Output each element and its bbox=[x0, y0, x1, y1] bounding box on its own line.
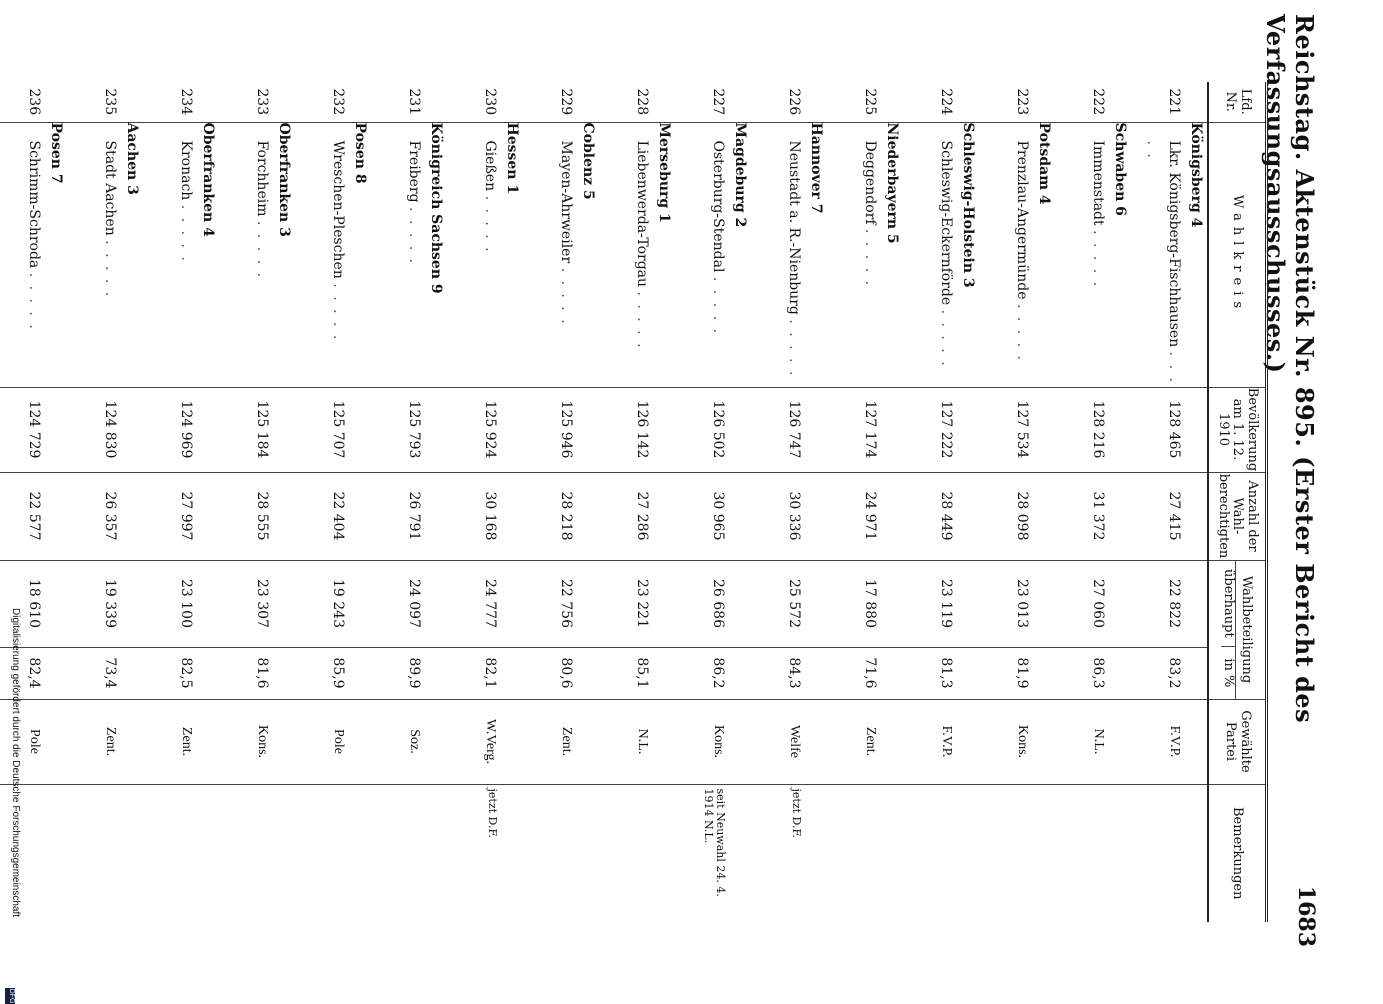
prozent-cell: 81,6 bbox=[219, 647, 295, 699]
col-header-prozent: in % bbox=[1221, 658, 1237, 688]
partei-cell: Kons. bbox=[675, 699, 751, 784]
wahlkreis-cell bbox=[447, 122, 523, 387]
wahlkreis-title: Schwaben 6 bbox=[1112, 122, 1128, 216]
bemerkung-cell bbox=[67, 784, 143, 922]
leader-dots: . . . . . bbox=[558, 267, 574, 326]
wahlkreis-title: Potsdam 4 bbox=[1036, 122, 1052, 205]
row-number: 231 bbox=[406, 88, 422, 116]
bevoelkerung-cell: 125 924 bbox=[447, 387, 523, 472]
leader-dots: . . . . . bbox=[406, 207, 422, 266]
bemerkung-cell bbox=[599, 784, 675, 922]
bemerkung-cell bbox=[371, 784, 447, 922]
bevoelkerung-cell: 125 707 bbox=[295, 387, 371, 472]
row-number: 232 bbox=[330, 88, 346, 116]
wahlkreis-sub-text: Liebenwerda-Torgau bbox=[634, 140, 650, 288]
wahlkreis-cell bbox=[675, 122, 751, 387]
bemerkung-cell bbox=[979, 784, 1055, 922]
col-header-wahlbeteiligung bbox=[1208, 560, 1267, 699]
wahlkreis-sub-text: Freiberg bbox=[406, 140, 422, 203]
wahlkreis-sub-text: Prenzlau-Angermünde bbox=[1014, 140, 1030, 300]
table-row bbox=[1131, 82, 1208, 922]
table-row bbox=[903, 82, 979, 922]
leader-dots: . . . . . bbox=[482, 195, 498, 254]
bemerkung-cell bbox=[219, 784, 295, 922]
bemerkung-cell bbox=[143, 784, 219, 922]
table-row bbox=[295, 82, 371, 922]
bemerkung-cell: jetzt D.F. bbox=[751, 784, 827, 922]
wahlkreis-title: Schleswig-Holstein 3 bbox=[960, 122, 976, 288]
bevoelkerung-cell: 124 969 bbox=[143, 387, 219, 472]
anzahl-cell: 28 218 bbox=[523, 472, 599, 560]
wahlkreis-sub-text: Osterburg-Stendal bbox=[710, 140, 726, 273]
leader-dots: . . . . . bbox=[786, 319, 802, 378]
table-row bbox=[827, 82, 903, 922]
wahlkreis-title: Coblenz 5 bbox=[580, 122, 596, 200]
bevoelkerung-cell: 125 946 bbox=[523, 387, 599, 472]
table-row bbox=[675, 82, 751, 922]
bevoelkerung-cell: 127 174 bbox=[827, 387, 903, 472]
partei-cell: F.V.P. bbox=[1131, 699, 1208, 784]
leader-dots: . . . . . bbox=[938, 309, 954, 368]
wahlkreis-sub-text: Wreschen-Pleschen bbox=[330, 140, 346, 279]
row-number: 233 bbox=[254, 88, 270, 116]
partei-cell: N.L. bbox=[599, 699, 675, 784]
prozent-cell: 85,9 bbox=[295, 647, 371, 699]
anzahl-cell: 22 577 bbox=[0, 472, 67, 560]
leader-dots: . . . . . bbox=[26, 272, 42, 331]
wahlkreis-title: Posen 7 bbox=[48, 122, 64, 184]
row-number: 227 bbox=[710, 88, 726, 116]
wahlkreis-sub-text: Schleswig-Eckernförde bbox=[938, 140, 954, 306]
wahlkreis-cell bbox=[1055, 122, 1131, 387]
wahlbeteiligung-cell: 19 243 bbox=[295, 560, 371, 647]
wahlkreis-cell bbox=[827, 122, 903, 387]
table-row bbox=[143, 82, 219, 922]
prozent-cell: 80,6 bbox=[523, 647, 599, 699]
anzahl-cell: 28 555 bbox=[219, 472, 295, 560]
wahlkreis-subtitle bbox=[1141, 123, 1185, 387]
wahlkreis-title: Hessen 1 bbox=[504, 122, 520, 195]
bemerkung-cell bbox=[903, 784, 979, 922]
prozent-cell: 82,1 bbox=[447, 647, 523, 699]
row-number: 235 bbox=[102, 88, 118, 116]
table-row bbox=[67, 82, 143, 922]
leader-dots: . . . . . bbox=[330, 283, 346, 342]
wahlkreis-subtitle bbox=[23, 123, 45, 387]
wahlkreis-sub-text: Mayen-Ahrweiler bbox=[558, 140, 574, 264]
row-number: 229 bbox=[558, 88, 574, 116]
anzahl-cell: 27 997 bbox=[143, 472, 219, 560]
table-row bbox=[599, 82, 675, 922]
wahlkreis-title: Oberfranken 4 bbox=[200, 122, 216, 237]
wahlbeteiligung-cell: 24 777 bbox=[447, 560, 523, 647]
col-header-bevoelkerung: Bevölkerung am 1. 12. 1910 bbox=[1208, 387, 1267, 472]
wahlkreis-cell bbox=[143, 122, 219, 387]
bemerkung-cell: jetzt D.F. bbox=[447, 784, 523, 922]
leader-dots: . . . . . bbox=[254, 220, 270, 279]
wahlkreis-cell bbox=[523, 122, 599, 387]
anzahl-cell: 26 791 bbox=[371, 472, 447, 560]
leader-dots: . . . . . bbox=[1090, 230, 1106, 289]
wahlkreis-cell bbox=[219, 122, 295, 387]
bevoelkerung-cell: 125 793 bbox=[371, 387, 447, 472]
bemerkung-cell bbox=[827, 784, 903, 922]
wahlkreis-sub-text: Immenstadt bbox=[1090, 140, 1106, 226]
col-header-ueberhaupt: überhaupt bbox=[1221, 561, 1236, 648]
anzahl-cell: 30 965 bbox=[675, 472, 751, 560]
wahlbeteiligung-cell: 23 119 bbox=[903, 560, 979, 647]
dfg-logo: DFG bbox=[5, 988, 15, 1004]
wahlkreis-sub-text: Deggendorf bbox=[862, 140, 878, 225]
wahlkreis-cell bbox=[67, 122, 143, 387]
prozent-cell: 73,4 bbox=[67, 647, 143, 699]
prozent-cell: 85,1 bbox=[599, 647, 675, 699]
partei-cell: F.V.P. bbox=[903, 699, 979, 784]
row-number: 236 bbox=[26, 88, 42, 116]
leader-dots: . . . . . bbox=[710, 276, 726, 335]
prozent-cell: 86,2 bbox=[675, 647, 751, 699]
wahlbeteiligung-cell: 17 880 bbox=[827, 560, 903, 647]
col-header-partei: Gewählte Partei bbox=[1208, 699, 1267, 784]
wahlbeteiligung-cell: 19 339 bbox=[67, 560, 143, 647]
wahlkreis-title: Niederbayern 5 bbox=[884, 122, 900, 244]
wahlbeteiligung-cell: 24 097 bbox=[371, 560, 447, 647]
wahlbeteiligung-cell: 27 060 bbox=[1055, 560, 1131, 647]
prozent-cell: 84,3 bbox=[751, 647, 827, 699]
bemerkung-cell bbox=[1055, 784, 1131, 922]
table-header-row bbox=[1208, 82, 1267, 922]
wahlkreis-title: Königreich Sachsen 9 bbox=[428, 122, 444, 294]
wahlkreis-subtitle bbox=[403, 123, 425, 387]
anzahl-cell: 28 449 bbox=[903, 472, 979, 560]
wahlkreis-subtitle bbox=[555, 123, 577, 387]
wahlkreis-subtitle bbox=[175, 123, 197, 387]
leader-dots: . . . . . bbox=[1014, 303, 1030, 362]
partei-cell: Welfe bbox=[751, 699, 827, 784]
table-row bbox=[219, 82, 295, 922]
bevoelkerung-cell: 126 747 bbox=[751, 387, 827, 472]
wahlkreis-sub-text: Lkr. Königsberg-Fischhausen bbox=[1166, 140, 1182, 348]
bevoelkerung-cell: 127 534 bbox=[979, 387, 1055, 472]
leader-dots: . . . . . bbox=[634, 291, 650, 350]
bevoelkerung-cell: 128 465 bbox=[1131, 387, 1208, 472]
wahlkreis-sub-text: Schrimm-Schroda bbox=[26, 140, 42, 269]
table-row bbox=[1055, 82, 1131, 922]
partei-cell: Soz. bbox=[371, 699, 447, 784]
digitization-note: Digitalisierung gefördert durch die Deutsche Forschungsgemeinschaft bbox=[10, 608, 21, 918]
wahlkreis-title: Oberfranken 3 bbox=[276, 122, 292, 237]
wahlkreis-cell bbox=[903, 122, 979, 387]
row-number: 230 bbox=[482, 88, 498, 116]
bevoelkerung-cell: 124 830 bbox=[67, 387, 143, 472]
wahlkreis-title: Magdeburg 2 bbox=[732, 122, 748, 228]
row-number: 224 bbox=[938, 88, 954, 116]
wahlbeteiligung-cell: 23 100 bbox=[143, 560, 219, 647]
prozent-cell: 82,4 bbox=[0, 647, 67, 699]
wahlkreis-title: Posen 8 bbox=[352, 122, 368, 184]
anzahl-cell: 30 168 bbox=[447, 472, 523, 560]
prozent-cell: 89,9 bbox=[371, 647, 447, 699]
page-number: 1683 bbox=[1293, 885, 1319, 947]
row-number: 234 bbox=[178, 88, 194, 116]
prozent-cell: 86,3 bbox=[1055, 647, 1131, 699]
anzahl-cell: 30 336 bbox=[751, 472, 827, 560]
anzahl-cell: 31 372 bbox=[1055, 472, 1131, 560]
col-header-bemerkungen: Bemerkungen bbox=[1208, 784, 1267, 922]
partei-cell: Zent. bbox=[67, 699, 143, 784]
leader-dots: . . . . . bbox=[1144, 140, 1182, 384]
prozent-cell: 82,5 bbox=[143, 647, 219, 699]
wahlkreis-subtitle bbox=[631, 123, 653, 387]
partei-cell: Zent. bbox=[143, 699, 219, 784]
wahlkreis-sub-text: Kronach bbox=[178, 140, 194, 201]
prozent-cell: 81,3 bbox=[903, 647, 979, 699]
wahlbeteiligung-cell: 22 756 bbox=[523, 560, 599, 647]
partei-cell: Pole bbox=[0, 699, 67, 784]
partei-cell: Pole bbox=[295, 699, 371, 784]
wahlbeteiligung-cell: 26 686 bbox=[675, 560, 751, 647]
wahlbeteiligung-cell: 22 822 bbox=[1131, 560, 1208, 647]
col-header-nr: Lfd. Nr. bbox=[1208, 82, 1267, 122]
bemerkung-cell bbox=[523, 784, 599, 922]
wahlkreis-title: Königsberg 4 bbox=[1188, 122, 1204, 228]
bevoelkerung-cell: 126 142 bbox=[599, 387, 675, 472]
wahlbeteiligung-cell: 18 610 bbox=[0, 560, 67, 647]
wahlkreis-subtitle bbox=[859, 123, 881, 387]
wahlkreis-subtitle bbox=[251, 123, 273, 387]
wahlkreis-cell bbox=[751, 122, 827, 387]
leader-dots: . . . . . bbox=[102, 240, 118, 299]
wahlbeteiligung-cell: 23 013 bbox=[979, 560, 1055, 647]
wahlbeteiligung-cell: 25 572 bbox=[751, 560, 827, 647]
bevoelkerung-cell: 126 502 bbox=[675, 387, 751, 472]
wahlkreis-subtitle bbox=[327, 123, 349, 387]
partei-cell: Zent. bbox=[827, 699, 903, 784]
anzahl-cell: 27 286 bbox=[599, 472, 675, 560]
bevoelkerung-cell: 128 216 bbox=[1055, 387, 1131, 472]
wahlkreis-subtitle bbox=[1011, 123, 1033, 387]
col-header-anzahl: Anzahl der Wahl-berechtigten bbox=[1208, 472, 1267, 560]
bemerkung-cell bbox=[1131, 784, 1208, 922]
bemerkung-cell: seit Neuwahl 24. 4. 1914 N.L. bbox=[675, 784, 751, 922]
table-row bbox=[371, 82, 447, 922]
table-row bbox=[751, 82, 827, 922]
wahlkreis-subtitle bbox=[99, 123, 121, 387]
wahlkreis-title: Merseburg 1 bbox=[656, 122, 672, 223]
wahlkreis-title: Aachen 3 bbox=[124, 122, 140, 195]
anzahl-cell: 24 971 bbox=[827, 472, 903, 560]
col-header-wahlkreis: Wahlkreis bbox=[1208, 122, 1267, 387]
wahlkreis-cell bbox=[371, 122, 447, 387]
col-header-wahlbeteiligung-label: Wahlbeteiligung bbox=[1236, 561, 1254, 699]
row-number: 226 bbox=[786, 88, 802, 116]
election-table bbox=[0, 82, 1268, 922]
wahlbeteiligung-cell: 23 221 bbox=[599, 560, 675, 647]
bevoelkerung-cell: 124 729 bbox=[0, 387, 67, 472]
partei-cell: N.L. bbox=[1055, 699, 1131, 784]
prozent-cell: 71,6 bbox=[827, 647, 903, 699]
wahlkreis-subtitle bbox=[479, 123, 501, 387]
prozent-cell: 81,9 bbox=[979, 647, 1055, 699]
table-row bbox=[447, 82, 523, 922]
row-number: 221 bbox=[1166, 88, 1182, 116]
wahlkreis-subtitle bbox=[1087, 123, 1109, 387]
anzahl-cell: 28 098 bbox=[979, 472, 1055, 560]
wahlkreis-cell bbox=[979, 122, 1055, 387]
wahlkreis-sub-text: Forchheim bbox=[254, 140, 270, 217]
page-header bbox=[1261, 14, 1327, 947]
bevoelkerung-cell: 127 222 bbox=[903, 387, 979, 472]
row-number: 228 bbox=[634, 88, 650, 116]
wahlkreis-cell bbox=[0, 122, 67, 387]
wahlkreis-subtitle bbox=[707, 123, 729, 387]
wahlbeteiligung-cell: 23 307 bbox=[219, 560, 295, 647]
row-number: 222 bbox=[1090, 88, 1106, 116]
wahlkreis-cell bbox=[295, 122, 371, 387]
prozent-cell: 83,2 bbox=[1131, 647, 1208, 699]
partei-cell: Kons. bbox=[979, 699, 1055, 784]
wahlkreis-title: Hannover 7 bbox=[808, 122, 824, 214]
wahlkreis-cell bbox=[599, 122, 675, 387]
leader-dots: . . . . . bbox=[862, 228, 878, 288]
row-number: 225 bbox=[862, 88, 878, 116]
wahlkreis-sub-text: Stadt Aachen bbox=[102, 140, 118, 236]
anzahl-cell: 22 404 bbox=[295, 472, 371, 560]
wahlkreis-sub-text: Gießen bbox=[482, 140, 498, 192]
wahlkreis-subtitle bbox=[935, 123, 957, 387]
wahlkreis-sub-text: Neustadt a. R.-Nienburg bbox=[786, 140, 802, 315]
partei-cell: Kons. bbox=[219, 699, 295, 784]
bemerkung-cell bbox=[295, 784, 371, 922]
document-title: Reichstag. Aktenstück Nr. 895. (Erster Bericht des Verfassungsausschusses.) bbox=[1261, 14, 1319, 724]
table-row bbox=[979, 82, 1055, 922]
wahlkreis-cell bbox=[1131, 122, 1208, 387]
bevoelkerung-cell: 125 184 bbox=[219, 387, 295, 472]
anzahl-cell: 27 415 bbox=[1131, 472, 1208, 560]
partei-cell: Zent. bbox=[523, 699, 599, 784]
row-number: 223 bbox=[1014, 88, 1030, 116]
anzahl-cell: 26 357 bbox=[67, 472, 143, 560]
leader-dots: . . . . . bbox=[178, 204, 194, 263]
wahlkreis-subtitle bbox=[783, 123, 805, 387]
partei-cell: W.Verg. bbox=[447, 699, 523, 784]
table-row bbox=[523, 82, 599, 922]
